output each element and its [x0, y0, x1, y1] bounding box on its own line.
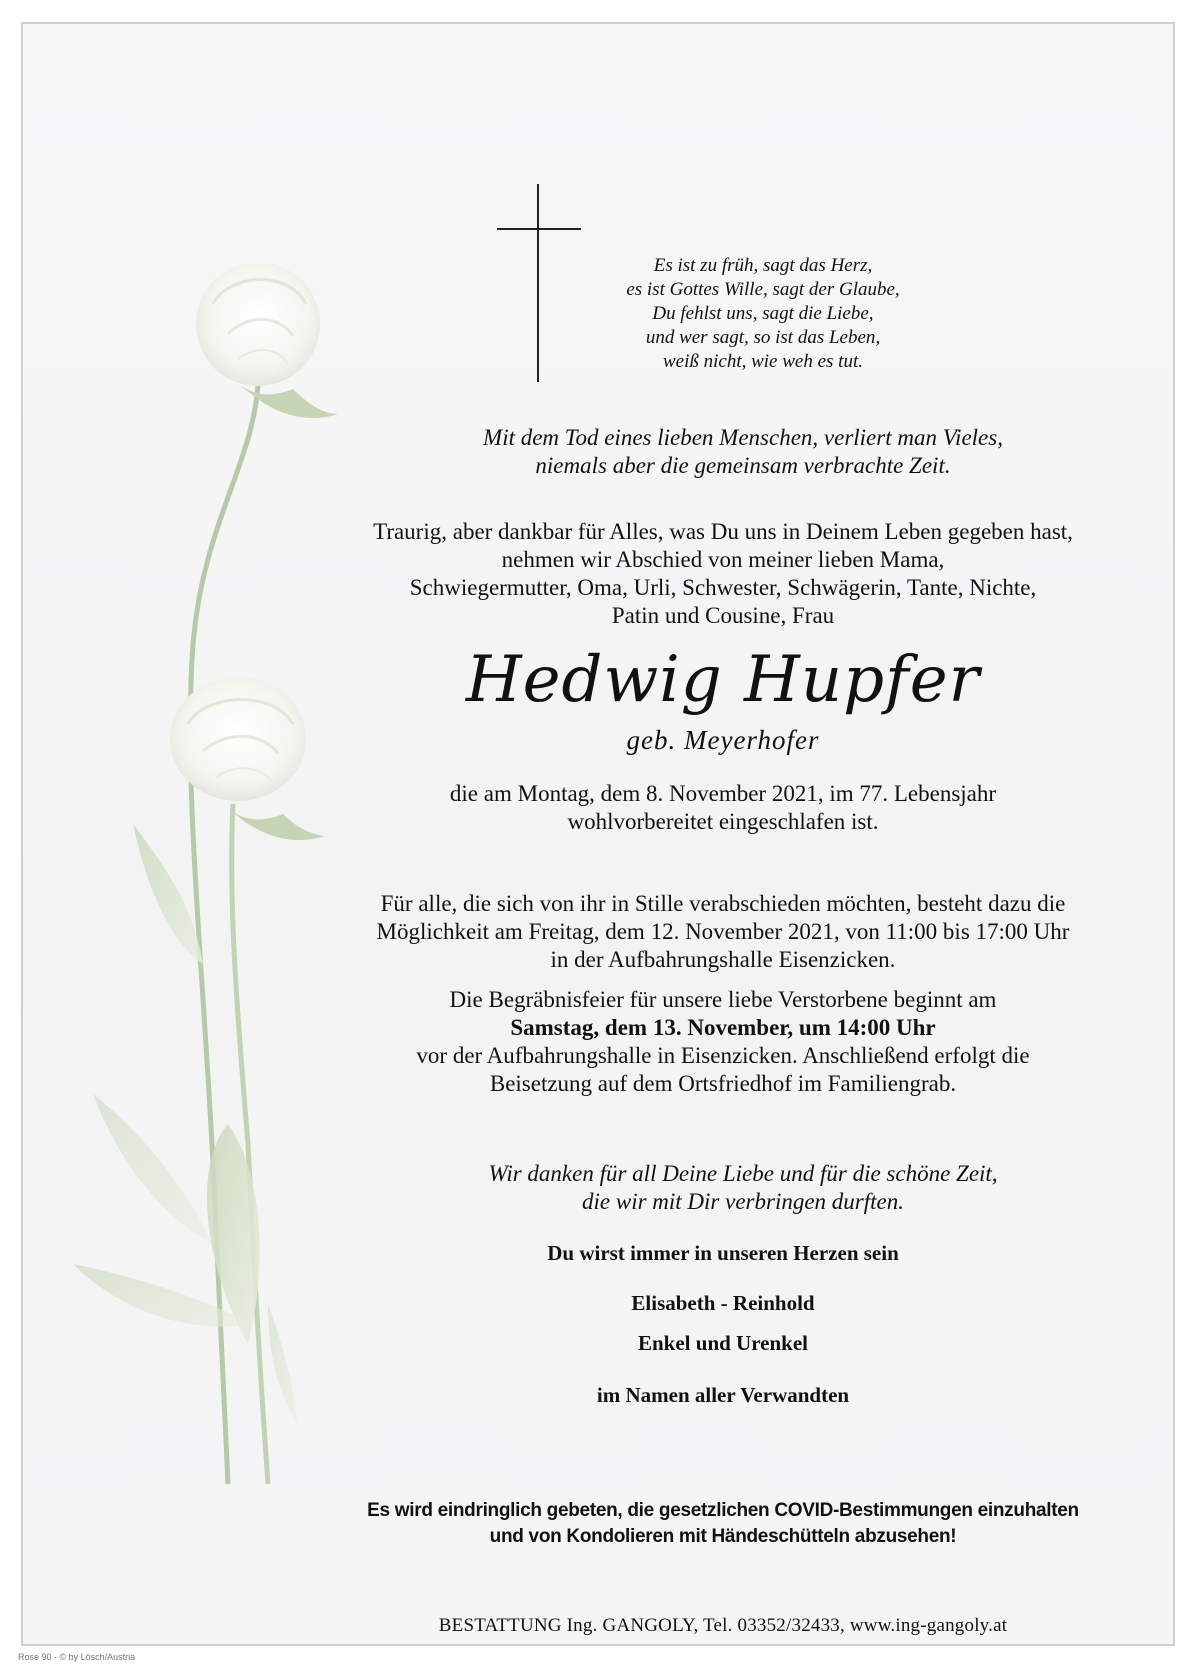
intro-line: nehmen wir Abschied von meiner lieben Mama,: [501, 547, 945, 572]
thanks-line: Wir danken für all Deine Liebe und für die schöne Zeit,: [488, 1161, 998, 1186]
thanks-line: die wir mit Dir verbringen durften.: [582, 1189, 904, 1214]
intro-line: Schwiegermutter, Oma, Urli, Schwester, Schwägerin, Tante, Nichte,: [409, 575, 1037, 600]
sepal: [228, 809, 325, 840]
covid-line: und von Kondolieren mit Händeschütteln abzusehen!: [489, 1526, 957, 1547]
poem-line: und wer sagt, so ist das Leben,: [645, 327, 881, 348]
poem-line: es ist Gottes Wille, sagt der Glaube,: [626, 279, 900, 300]
funeral-notice: [323, 986, 1123, 1098]
death-line: die am Montag, dem 8. November 2021, im 77. Lebensjahr: [449, 781, 997, 806]
covid-notice: [303, 1498, 1143, 1550]
poem-line: Du fehlst uns, sagt die Liebe,: [652, 303, 874, 324]
maiden-name: geb. Meyerhofer: [626, 725, 820, 755]
death-line: wohlvorbereitet eingeschlafen ist.: [567, 809, 879, 834]
deceased-name: Hedwig Hupfer: [465, 643, 981, 717]
funeral-line: vor der Aufbahrungshalle in Eisenzicken. Anschließend erfolgt die: [416, 1043, 1030, 1068]
intro-line: Patin und Cousine, Frau: [611, 603, 835, 628]
rose-lower: [170, 677, 306, 801]
death-notice: [323, 780, 1123, 836]
funeral-date: Samstag, dem 13. November, um 14:00 Uhr: [510, 1015, 936, 1040]
signoff-relatives: im Namen aller Verwandten: [596, 1383, 850, 1407]
quote-line: Mit dem Tod eines lieben Menschen, verliert man Vieles,: [483, 425, 1003, 450]
viewing-line: in der Aufbahrungshalle Eisenzicken.: [550, 947, 896, 972]
signoff-grandchildren: Enkel und Urenkel: [638, 1331, 808, 1355]
poem-line: Es ist zu früh, sagt das Herz,: [653, 255, 873, 276]
obituary-card: [21, 22, 1175, 1646]
leaf: [93, 1094, 213, 1244]
rose-upper: [196, 264, 320, 386]
poem-line: weiß nicht, wie weh es tut.: [662, 351, 863, 372]
thanks-text: [383, 1160, 1103, 1216]
signoff-names: Elisabeth - Reinhold: [631, 1291, 815, 1315]
covid-line: Es wird eindringlich gebeten, die gesetzlichen COVID-Bestimmungen einzuhalten: [367, 1500, 1079, 1521]
image-credit: Rose 90 - © by Lösch/Austria: [18, 1652, 136, 1662]
viewing-notice: [323, 890, 1123, 974]
viewing-line: Möglichkeit am Freitag, dem 12. November 2021, von 11:00 bis 17:00 Uhr: [376, 919, 1070, 944]
quote: [383, 424, 1103, 480]
funeral-line: Beisetzung auf dem Ortsfriedhof im Familiengrab.: [489, 1071, 957, 1096]
quote-line: niemals aber die gemeinsam verbrachte Zeit.: [535, 453, 951, 478]
signoff-always: Du wirst immer in unseren Herzen sein: [547, 1241, 899, 1265]
intro-line: Traurig, aber dankbar für Alles, was Du uns in Deinem Leben gegeben hast,: [373, 519, 1073, 544]
cross-icon: [497, 184, 581, 384]
poem: [583, 254, 943, 374]
funeral-line: Die Begräbnisfeier für unsere liebe Verstorbene beginnt am: [449, 987, 997, 1012]
funeral-home-footer: BESTATTUNG Ing. GANGOLY, Tel. 03352/32433, www.ing-gangoly.at: [438, 1615, 1008, 1636]
intro-text: [323, 518, 1123, 630]
leaf: [268, 1304, 298, 1424]
viewing-line: Für alle, die sich von ihr in Stille verabschieden möchten, besteht dazu die: [380, 891, 1066, 916]
